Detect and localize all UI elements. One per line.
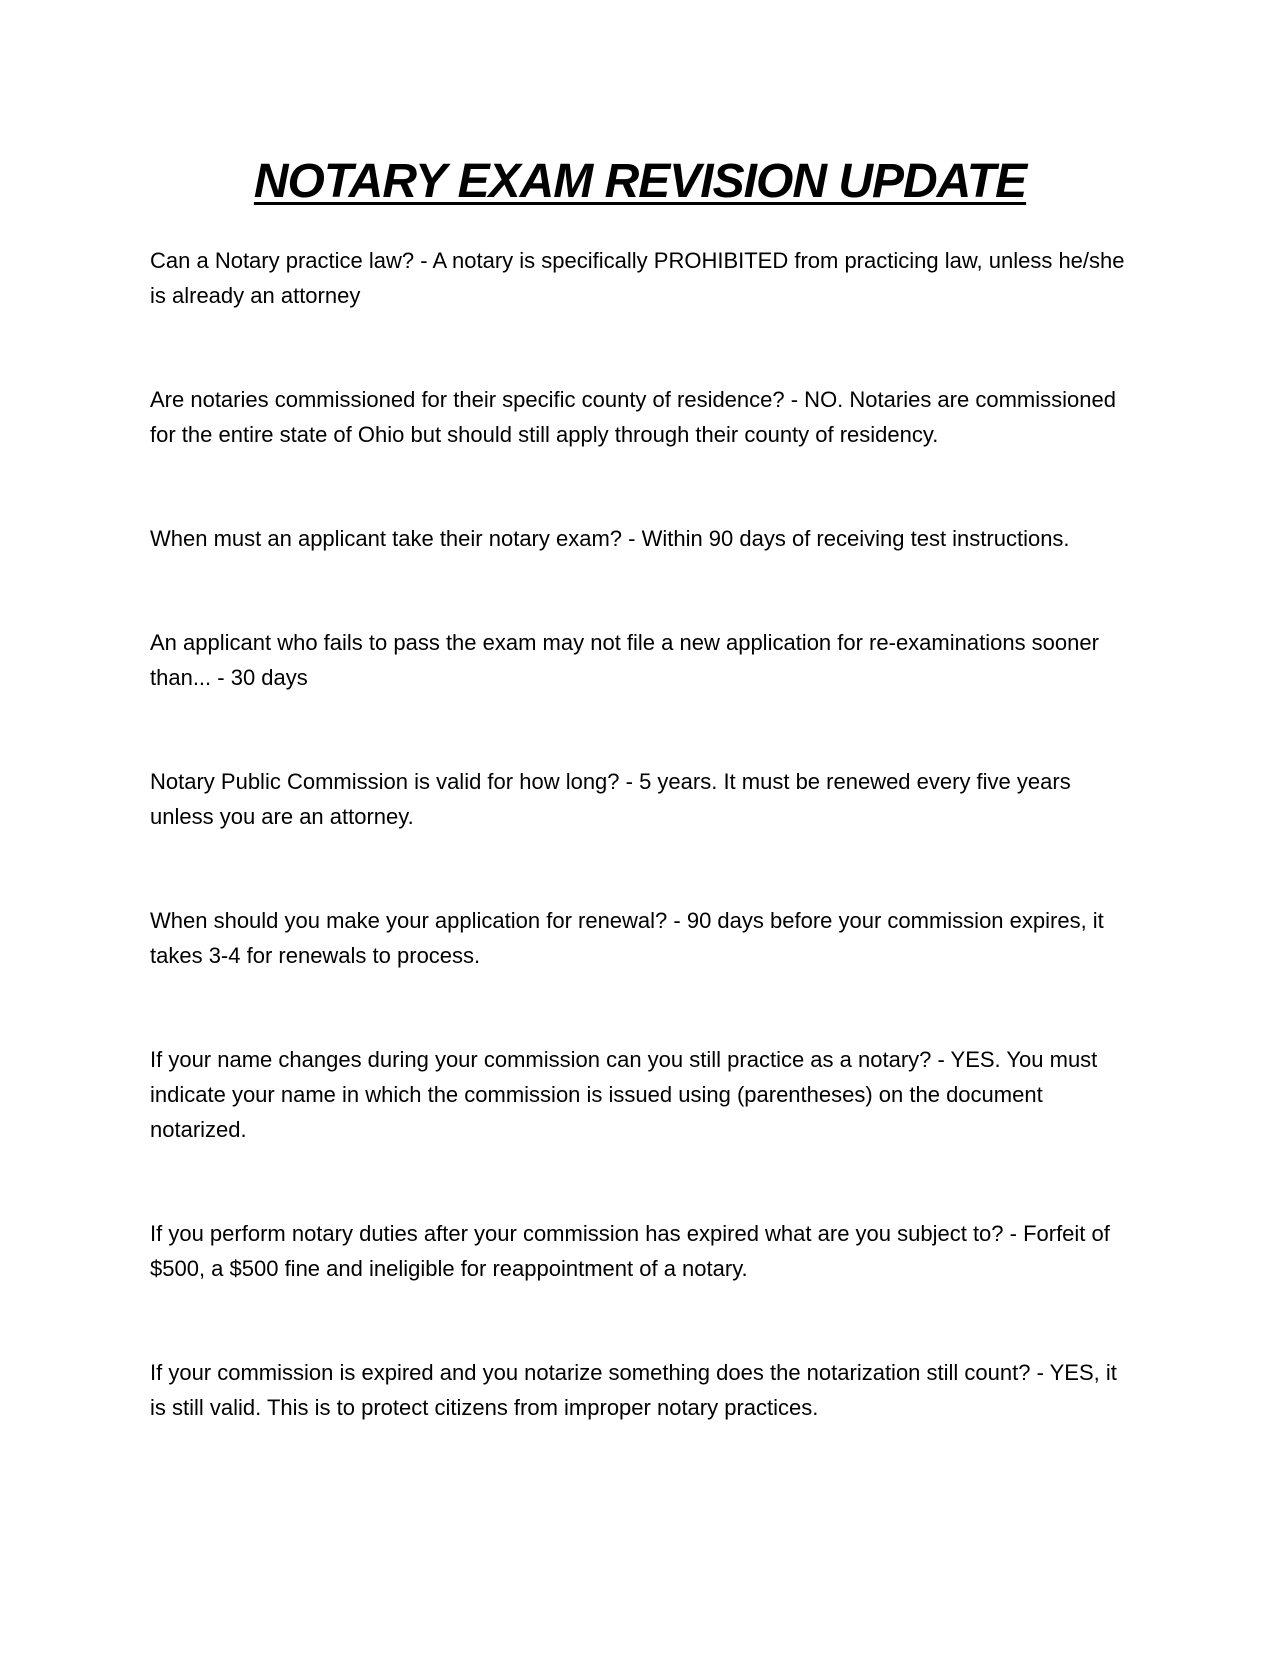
qa-item-county-commission: Are notaries commissioned for their specific county of residence? - NO. Notaries are commissioned for the entire state of Ohio but should still apply through their county of residency. <box>150 387 1116 447</box>
qa-item-expired-validity: If your commission is expired and you notarize something does the notarization still count? - YES, it is still valid. This is to protect citizens from improper notary practices. <box>150 1360 1117 1420</box>
qa-item-exam-deadline: When must an applicant take their notary exam? - Within 90 days of receiving test instructions. <box>150 526 1070 551</box>
qa-item-commission-validity: Notary Public Commission is valid for how long? - 5 years. It must be renewed every five years unless you are an attorney. <box>150 769 1071 829</box>
qa-item-practice-law: Can a Notary practice law? - A notary is specifically PROHIBITED from practicing law, unless he/she is already an attorney <box>150 248 1125 308</box>
qa-item-name-change: If your name changes during your commission can you still practice as a notary? - YES. You must indicate your name in which the commission is issued using (parentheses) on the document notarized. <box>150 1047 1098 1142</box>
qa-item-expired-penalty: If you perform notary duties after your commission has expired what are you subject to? - Forfeit of $500, a $500 fine and ineligible for reappointment of a notary. <box>150 1221 1110 1281</box>
qa-list <box>150 243 1130 1494</box>
document-title: NOTARY EXAM REVISION UPDATE <box>253 155 1027 208</box>
qa-item-reexamination: An applicant who fails to pass the exam may not file a new application for re-examinations sooner than... - 30 days <box>150 630 1099 690</box>
qa-item-renewal-timing: When should you make your application for renewal? - 90 days before your commission expires, it takes 3-4 for renewals to process. <box>150 908 1104 968</box>
